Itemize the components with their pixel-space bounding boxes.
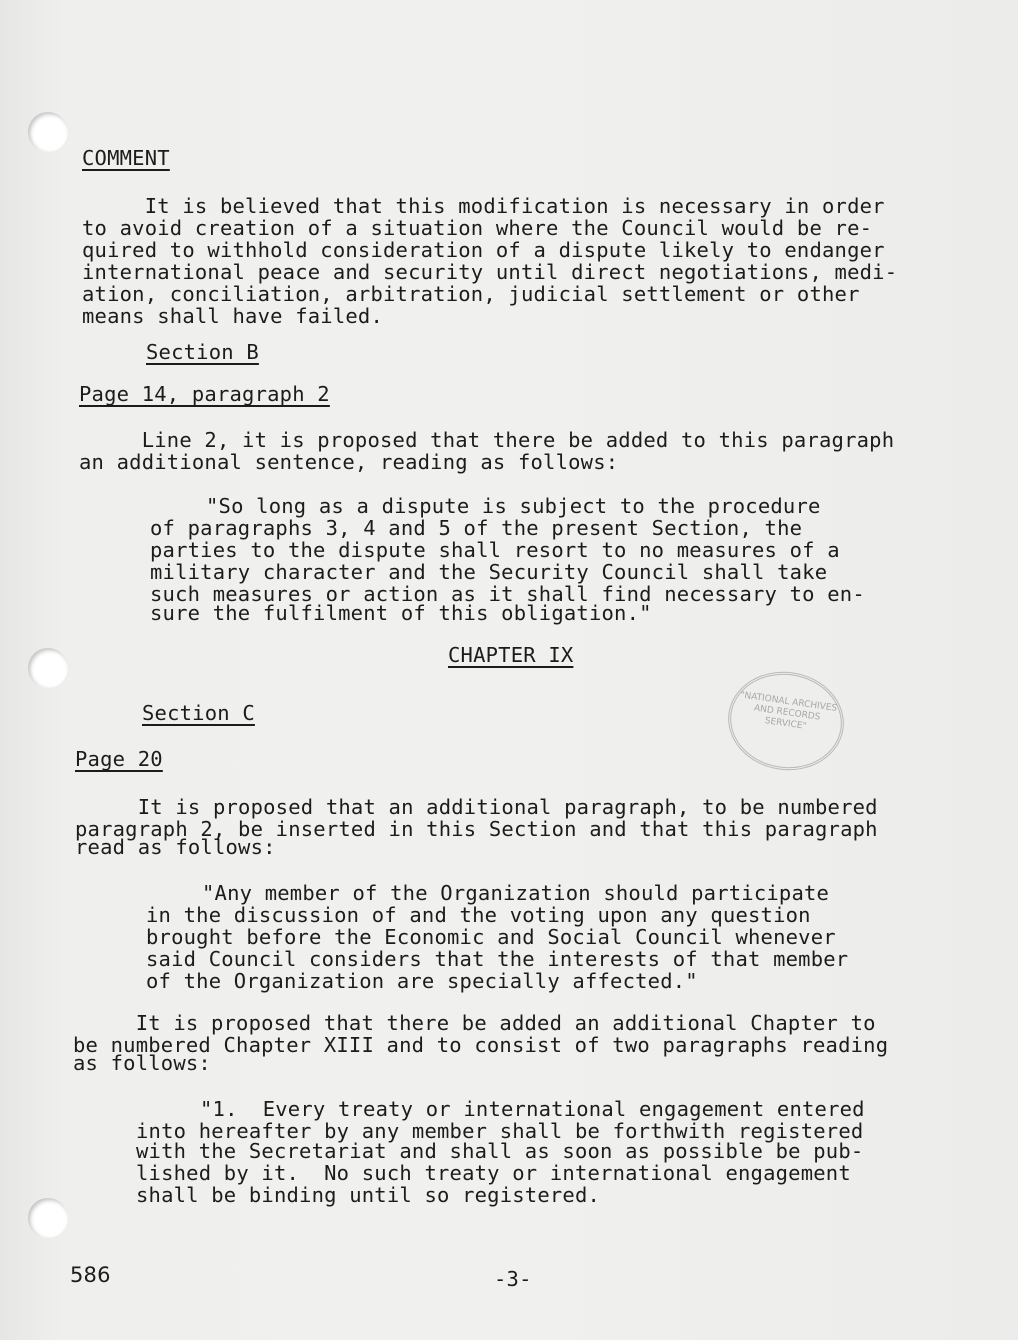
- quote3-line-4: lished by it. No such treaty or international engagement: [136, 1161, 851, 1185]
- quote2-line-5: of the Organization are specially affected.": [146, 969, 698, 993]
- comment-line-3: quired to withhold consideration of a dispute likely to endanger: [82, 238, 885, 262]
- punch-hole-top: [28, 112, 68, 152]
- quote1-line-1: "So long as a dispute is subject to the procedure: [206, 494, 821, 518]
- comment-line-2: to avoid creation of a situation where the Council would be re-: [82, 216, 873, 240]
- section-c-heading: Section C: [142, 701, 255, 725]
- chapter-ix-heading: CHAPTER IX: [448, 643, 574, 667]
- para2-line-2: paragraph 2, be inserted in this Section and that this paragraph: [75, 817, 878, 841]
- quote2-line-2: in the discussion of and the voting upon any question: [146, 903, 811, 927]
- chapter13-line-1: It is proposed that there be added an additional Chapter to: [73, 1011, 876, 1035]
- footer-number: 586: [70, 1263, 111, 1287]
- para2-line-1: It is proposed that an additional paragraph, to be numbered: [75, 795, 878, 819]
- chapter13-line-3: as follows:: [73, 1051, 211, 1075]
- line2-line-2: an additional sentence, reading as follows:: [79, 450, 619, 474]
- punch-hole-middle: [28, 648, 68, 688]
- quote1-line-4: military character and the Security Council shall take: [150, 560, 828, 584]
- page20-heading: Page 20: [75, 747, 163, 771]
- quote2-line-4: said Council considers that the interests of that member: [146, 947, 849, 971]
- quote1-line-3: parties to the dispute shall resort to no measures of a: [150, 538, 840, 562]
- page14-heading: Page 14, paragraph 2: [79, 382, 330, 406]
- quote2-line-3: brought before the Economic and Social Council whenever: [146, 925, 836, 949]
- comment-line-5: ation, conciliation, arbitration, judicial settlement or other: [82, 282, 860, 306]
- quote3-line-5: shall be binding until so registered.: [136, 1183, 601, 1207]
- quote1-line-6: sure the fulfilment of this obligation.": [150, 601, 652, 625]
- line2-line-1: Line 2, it is proposed that there be added to this paragraph: [79, 428, 895, 452]
- comment-heading: COMMENT: [82, 146, 170, 170]
- quote1-line-5: such measures or action as it shall find necessary to en-: [150, 582, 865, 606]
- comment-line-1: It is believed that this modification is necessary in order: [82, 194, 885, 218]
- para2-line-3: read as follows:: [75, 835, 276, 859]
- chapter13-line-2: be numbered Chapter XIII and to consist of two paragraphs reading: [73, 1033, 889, 1057]
- page-number: -3-: [494, 1267, 532, 1291]
- section-b-heading: Section B: [146, 340, 259, 364]
- punch-hole-bottom: [28, 1198, 68, 1238]
- quote2-line-1: "Any member of the Organization should participate: [202, 881, 830, 905]
- archive-stamp: [722, 664, 851, 777]
- comment-line-4: international peace and security until direct negotiations, medi-: [82, 260, 898, 284]
- quote3-line-2: into hereafter by any member shall be forthwith registered: [136, 1119, 864, 1143]
- quote3-line-3: with the Secretariat and shall as soon as possible be pub-: [136, 1139, 864, 1163]
- comment-line-6: means shall have failed.: [82, 304, 384, 328]
- stamp-text: "NATIONAL ARCHIVES AND RECORDS SERVICE": [739, 690, 838, 732]
- quote3-line-1: "1. Every treaty or international engagement entered: [200, 1097, 865, 1121]
- quote1-line-2: of paragraphs 3, 4 and 5 of the present Section, the: [150, 516, 803, 540]
